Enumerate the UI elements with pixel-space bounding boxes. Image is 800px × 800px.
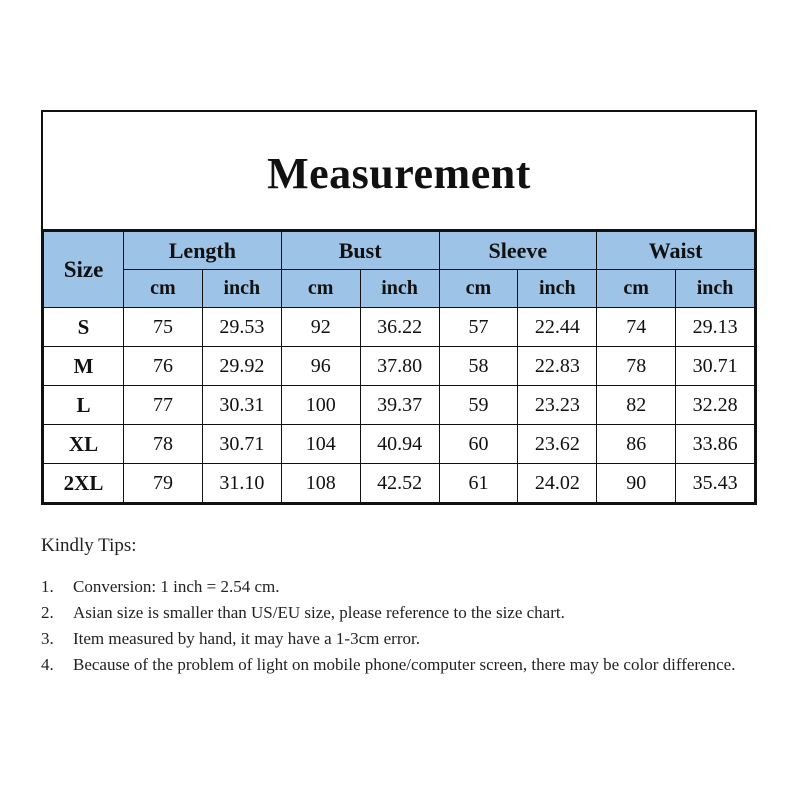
unit-header-cm: cm <box>597 270 676 308</box>
measurement-cell: 76 <box>124 347 203 386</box>
size-rows <box>44 308 755 503</box>
unit-header-inch: inch <box>202 270 281 308</box>
tip-item <box>41 626 781 651</box>
measurement-cell: 33.86 <box>676 425 755 464</box>
chart-title: Measurement <box>267 148 531 198</box>
tips-title: Kindly Tips: <box>41 535 137 556</box>
group-header-length: Length <box>124 232 282 270</box>
measurement-cell: 22.44 <box>518 308 597 347</box>
tip-text: Item measured by hand, it may have a 1-3cm error. <box>73 629 420 648</box>
measurement-cell: 37.80 <box>360 347 439 386</box>
size-cell: S <box>44 308 124 347</box>
unit-header-row <box>44 270 755 308</box>
measurement-cell: 36.22 <box>360 308 439 347</box>
size-header: Size <box>44 232 124 308</box>
measurement-cell: 82 <box>597 386 676 425</box>
tip-item <box>41 574 781 599</box>
tip-text: Conversion: 1 inch = 2.54 cm. <box>73 577 280 596</box>
measurement-cell: 42.52 <box>360 464 439 503</box>
tip-number: 3. <box>41 629 54 648</box>
measurement-cell: 39.37 <box>360 386 439 425</box>
group-header-waist: Waist <box>597 232 755 270</box>
measurement-cell: 32.28 <box>676 386 755 425</box>
measurement-cell: 31.10 <box>202 464 281 503</box>
group-header-sleeve: Sleeve <box>439 232 597 270</box>
measurement-cell: 22.83 <box>518 347 597 386</box>
measurement-cell: 78 <box>124 425 203 464</box>
measurement-cell: 23.62 <box>518 425 597 464</box>
measurement-cell: 79 <box>124 464 203 503</box>
size-chart <box>41 110 757 505</box>
measurement-cell: 77 <box>124 386 203 425</box>
measurement-cell: 108 <box>281 464 360 503</box>
table-row <box>44 386 755 425</box>
measurement-cell: 30.31 <box>202 386 281 425</box>
table-row <box>44 464 755 503</box>
unit-header-cm: cm <box>281 270 360 308</box>
title-box <box>43 112 755 231</box>
measurement-cell: 96 <box>281 347 360 386</box>
measurement-cell: 61 <box>439 464 518 503</box>
unit-header-inch: inch <box>360 270 439 308</box>
measurement-cell: 100 <box>281 386 360 425</box>
measurement-cell: 30.71 <box>676 347 755 386</box>
tip-text: Because of the problem of light on mobile phone/computer screen, there may be color difference. <box>73 655 736 674</box>
measurement-cell: 78 <box>597 347 676 386</box>
measurement-cell: 40.94 <box>360 425 439 464</box>
measurement-cell: 35.43 <box>676 464 755 503</box>
measurement-cell: 29.13 <box>676 308 755 347</box>
tip-number: 4. <box>41 655 54 674</box>
group-header-row <box>44 232 755 270</box>
tip-number: 1. <box>41 577 54 596</box>
measurement-cell: 86 <box>597 425 676 464</box>
measurement-cell: 74 <box>597 308 676 347</box>
measurement-cell: 59 <box>439 386 518 425</box>
unit-header-inch: inch <box>676 270 755 308</box>
measurement-cell: 60 <box>439 425 518 464</box>
table-row <box>44 308 755 347</box>
unit-header-inch: inch <box>518 270 597 308</box>
measurement-cell: 75 <box>124 308 203 347</box>
size-cell: XL <box>44 425 124 464</box>
tip-text: Asian size is smaller than US/EU size, please reference to the size chart. <box>73 603 565 622</box>
unit-header-cm: cm <box>124 270 203 308</box>
measurement-cell: 29.53 <box>202 308 281 347</box>
size-table <box>43 231 755 503</box>
kindly-tips <box>41 535 781 678</box>
size-cell: M <box>44 347 124 386</box>
measurement-cell: 24.02 <box>518 464 597 503</box>
tip-number: 2. <box>41 603 54 622</box>
tips-list <box>41 574 781 677</box>
measurement-cell: 58 <box>439 347 518 386</box>
tip-item <box>41 600 781 625</box>
table-row <box>44 425 755 464</box>
group-header-bust: Bust <box>281 232 439 270</box>
size-cell: L <box>44 386 124 425</box>
table-row <box>44 347 755 386</box>
measurement-cell: 104 <box>281 425 360 464</box>
measurement-cell: 92 <box>281 308 360 347</box>
measurement-cell: 57 <box>439 308 518 347</box>
tip-item <box>41 652 781 677</box>
measurement-cell: 90 <box>597 464 676 503</box>
measurement-cell: 29.92 <box>202 347 281 386</box>
measurement-cell: 23.23 <box>518 386 597 425</box>
size-cell: 2XL <box>44 464 124 503</box>
unit-header-cm: cm <box>439 270 518 308</box>
measurement-cell: 30.71 <box>202 425 281 464</box>
